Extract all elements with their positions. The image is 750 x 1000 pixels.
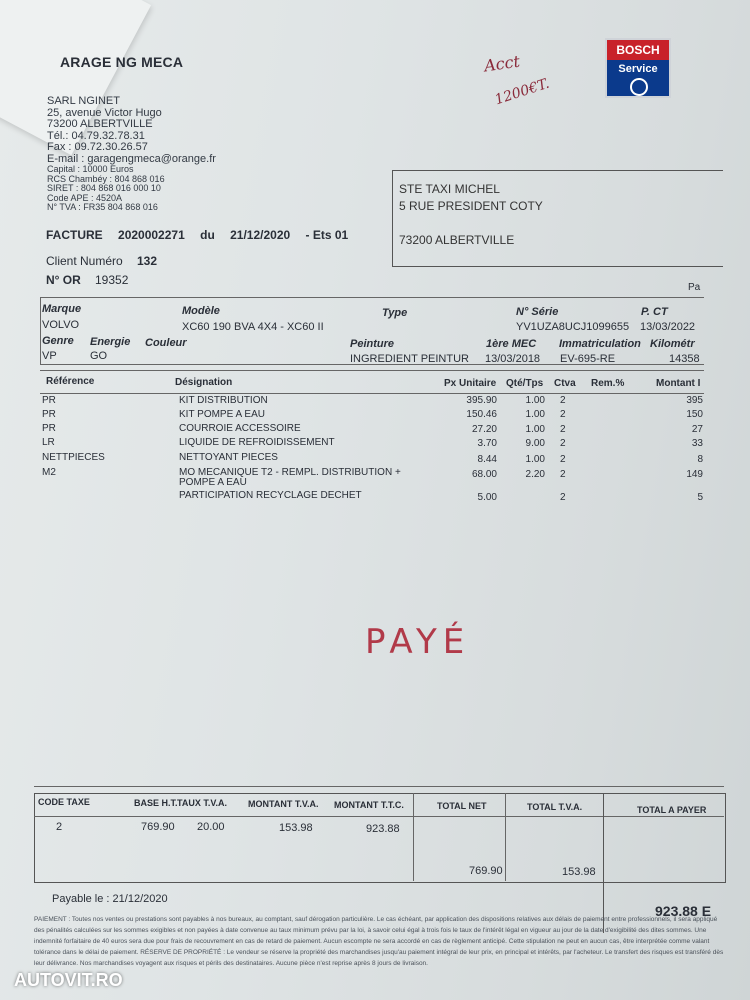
line-cell-ctva: 2 bbox=[560, 409, 566, 420]
vehicle-header: P. CT bbox=[641, 306, 668, 318]
invoice-du: du bbox=[200, 228, 215, 242]
totals-header: MONTANT T.T.C. bbox=[334, 800, 404, 810]
or-label: N° OR bbox=[46, 273, 81, 287]
bosch-ring-icon bbox=[630, 78, 648, 96]
line-cell-des2: POMPE A EAU bbox=[179, 477, 247, 488]
line-cell-des: COURROIE ACCESSOIRE bbox=[179, 423, 301, 434]
totals-top-rule bbox=[34, 786, 724, 787]
address-line: E-mail : garagengmeca@orange.fr bbox=[47, 152, 216, 165]
line-cell-mt: 33 bbox=[691, 438, 703, 449]
company-info: RCS Chambéy : 804 868 016 bbox=[47, 173, 165, 184]
bosch-service-logo bbox=[605, 38, 671, 98]
client-city: 73200 ALBERTVILLE bbox=[399, 233, 515, 247]
vehicle-value: GO bbox=[90, 350, 108, 362]
col-header-discount: Rem.% bbox=[591, 378, 625, 389]
line-cell-pu: 68.00 bbox=[471, 469, 497, 480]
lines-top-rule bbox=[40, 370, 704, 371]
handwritten-note: Acct bbox=[482, 51, 522, 76]
totals-header: TAUX T.V.A. bbox=[177, 798, 228, 808]
line-cell-qty: 1.00 bbox=[525, 395, 545, 406]
totals-header: TOTAL A PAYER bbox=[637, 805, 707, 815]
vehicle-header: 1ère MEC bbox=[486, 338, 537, 350]
line-cell-qty: 1.00 bbox=[525, 409, 545, 420]
vat-amount-value: 153.98 bbox=[279, 822, 313, 834]
vehicle-header: Marque bbox=[42, 303, 82, 315]
line-cell-des: KIT DISTRIBUTION bbox=[179, 395, 268, 406]
base-ht-value: 769.90 bbox=[141, 821, 175, 833]
line-cell-ctva: 2 bbox=[560, 438, 566, 449]
vehicle-value: XC60 190 BVA 4X4 - XC60 II bbox=[182, 321, 324, 333]
logo-top-text: BOSCH bbox=[607, 40, 669, 60]
line-cell-ctva: 2 bbox=[560, 424, 566, 435]
vehicle-value: 14358 bbox=[669, 353, 700, 365]
garage-name: ARAGE NG MECA bbox=[60, 54, 184, 70]
invoice-header bbox=[46, 228, 360, 242]
line-cell-ref: PR bbox=[42, 409, 56, 420]
vehicle-value: VP bbox=[42, 350, 57, 362]
vehicle-value: EV-695-RE bbox=[560, 353, 616, 365]
page-mark: Pa bbox=[688, 282, 701, 293]
legal-terms: PAIEMENT : Toutes nos ventes ou prestations sont payables à nos bureaux, au comptant, sauf dérogation particulière. Le cas échéant, par application des dispositions relatives aux délais de paiement entre professionnels, il sera appliqué des pénalités calculées sur les sommes exigibles et non payées à date convenue au taux minimum prévu par la loi, à savoir celui égal à trois fois le taux de l'intérêt légal en vigueur au jour de la date d'exigibilité des dites sommes. Une indemnité forfaitaire de 40 euros sera due pour frais de recouvrement en cas de retard de paiement. Aucun escompte ne sera accordé en cas de règlement anticipé. Cette stipulation ne peut en aucun cas, être interprétée comme valant tolérance dans le délai de paiement. RÉSERVE DE PROPRIÉTÉ : Le vendeur se réserve la propriété des marchandises jusqu'au paiement intégral de leur prix, en principal et intérêts, par l'acheteur. Le transfert des risques est transféré dès leur délivrance. Nos marchandises voyagent aux risques et périls des destinataires. Aucune pièce n'est reprise après 8 jours de livraison. bbox=[34, 916, 724, 967]
vat-rate-value: 20.00 bbox=[197, 821, 225, 833]
address-line: 73200 ALBERTVILLE bbox=[47, 118, 153, 130]
company-info: Code APE : 4520A bbox=[47, 192, 123, 203]
address-line: 25, avenue Victor Hugo bbox=[47, 106, 162, 119]
paid-stamp: PAYÉ bbox=[365, 622, 471, 662]
total-net-value: 769.90 bbox=[469, 865, 503, 877]
line-cell-qty: 1.00 bbox=[525, 424, 545, 435]
vehicle-header: Immatriculation bbox=[559, 338, 641, 350]
col-header-ctva: Ctva bbox=[554, 378, 576, 389]
line-cell-des: NETTOYANT PIECES bbox=[179, 452, 278, 463]
line-cell-mt: 27 bbox=[691, 424, 703, 435]
line-cell-ref: NETTPIECES bbox=[42, 452, 105, 463]
line-cell-des: KIT POMPE A EAU bbox=[179, 409, 265, 420]
ttc-amount-value: 923.88 bbox=[366, 823, 400, 835]
payable-date: Payable le : 21/12/2020 bbox=[52, 893, 168, 905]
invoice-label: FACTURE bbox=[46, 228, 103, 242]
line-cell-ctva: 2 bbox=[560, 454, 566, 465]
line-cell-pu: 27.20 bbox=[471, 424, 497, 435]
client-name: STE TAXI MICHEL bbox=[399, 182, 500, 196]
totals-header: TOTAL NET bbox=[437, 801, 487, 811]
address-line: Fax : 09.72.30.26.57 bbox=[47, 141, 148, 153]
line-cell-qty: 1.00 bbox=[525, 454, 545, 465]
or-value: 19352 bbox=[95, 273, 129, 287]
vehicle-value: 13/03/2022 bbox=[640, 321, 696, 333]
invoice-number: 2020002271 bbox=[118, 228, 185, 242]
company-info: N° TVA : FR35 804 868 016 bbox=[47, 202, 158, 212]
line-cell-ref: LR bbox=[42, 437, 55, 448]
client-number-value: 132 bbox=[137, 254, 158, 268]
col-header-qty: Qté/Tps bbox=[506, 378, 544, 389]
line-cell-pu: 3.70 bbox=[477, 438, 497, 449]
totals-divider bbox=[505, 793, 506, 881]
col-header-designation: Désignation bbox=[175, 377, 233, 388]
totals-header: MONTANT T.V.A. bbox=[248, 799, 319, 809]
vehicle-left-rule bbox=[40, 297, 41, 365]
line-cell-qty: 2.20 bbox=[525, 469, 545, 480]
vehicle-header: Modèle bbox=[182, 305, 220, 317]
line-cell-mt: 395 bbox=[686, 395, 703, 406]
line-cell-ctva: 2 bbox=[560, 492, 566, 503]
address-line: SARL NGINET bbox=[47, 95, 120, 107]
totals-header: TOTAL T.V.A. bbox=[527, 802, 583, 812]
line-cell-des: LIQUIDE DE REFROIDISSEMENT bbox=[179, 437, 335, 448]
vehicle-top-rule bbox=[40, 297, 704, 298]
garage-address bbox=[47, 96, 216, 213]
col-header-reference: Référence bbox=[46, 376, 95, 387]
total-vat-value: 153.98 bbox=[562, 866, 596, 878]
line-cell-mt: 8 bbox=[697, 454, 703, 465]
site-watermark: AUTOVIT.RO bbox=[14, 970, 123, 990]
vehicle-header: Energie bbox=[90, 336, 131, 348]
totals-divider bbox=[413, 793, 414, 881]
invoice-date: 21/12/2020 bbox=[230, 228, 291, 242]
line-cell-mt: 149 bbox=[686, 469, 703, 480]
handwritten-amount: 1200€T. bbox=[492, 75, 552, 109]
tax-code-value: 2 bbox=[56, 821, 63, 833]
line-cell-pu: 395.90 bbox=[466, 395, 497, 406]
line-cell-des: PARTICIPATION RECYCLAGE DECHET bbox=[179, 490, 362, 501]
line-cell-des: MO MECANIQUE T2 - REMPL. DISTRIBUTION + bbox=[179, 467, 401, 478]
vehicle-header: Couleur bbox=[145, 337, 187, 349]
line-cell-mt: 5 bbox=[697, 492, 703, 503]
vehicle-value: INGREDIENT PEINTUR bbox=[350, 353, 469, 365]
line-cell-ref: PR bbox=[42, 395, 56, 406]
invoice-ets: - Ets 01 bbox=[305, 228, 349, 242]
vehicle-header: Genre bbox=[42, 335, 74, 347]
line-cell-pu: 5.00 bbox=[477, 492, 497, 503]
totals-header: CODE TAXE bbox=[38, 797, 90, 807]
line-cell-ctva: 2 bbox=[560, 469, 566, 480]
line-cell-pu: 8.44 bbox=[477, 454, 497, 465]
line-cell-qty: 9.00 bbox=[525, 438, 545, 449]
lines-header-rule bbox=[40, 393, 704, 394]
line-cell-pu: 150.46 bbox=[466, 409, 497, 420]
total-to-pay-value: 923.88 E bbox=[655, 903, 712, 919]
client-street: 5 RUE PRESIDENT COTY bbox=[399, 199, 543, 213]
vehicle-value: 13/03/2018 bbox=[485, 353, 541, 365]
vehicle-header: N° Série bbox=[516, 306, 559, 318]
line-cell-mt: 150 bbox=[686, 409, 703, 420]
col-header-unit-price: Px Unitaire bbox=[444, 378, 497, 389]
vehicle-header: Type bbox=[382, 307, 408, 319]
line-cell-ref: PR bbox=[42, 423, 56, 434]
client-number-label: Client Numéro bbox=[46, 254, 123, 268]
vehicle-header: Kilométr bbox=[650, 338, 695, 350]
address-line: Tél.: 04.79.32.78.31 bbox=[47, 129, 145, 142]
line-cell-ref: M2 bbox=[42, 467, 56, 478]
line-cell-ctva: 2 bbox=[560, 395, 566, 406]
company-info: Capital : 10000 Euros bbox=[47, 164, 134, 174]
vehicle-header: Peinture bbox=[350, 338, 395, 350]
totals-header: BASE H.T. bbox=[134, 798, 178, 808]
vehicle-value: YV1UZA8UCJ1099655 bbox=[516, 321, 630, 333]
company-info: SIRET : 804 868 016 000 10 bbox=[47, 183, 161, 193]
logo-bottom-text: Service bbox=[618, 63, 658, 75]
col-header-amount: Montant I bbox=[656, 378, 701, 389]
vehicle-value: VOLVO bbox=[42, 319, 80, 331]
